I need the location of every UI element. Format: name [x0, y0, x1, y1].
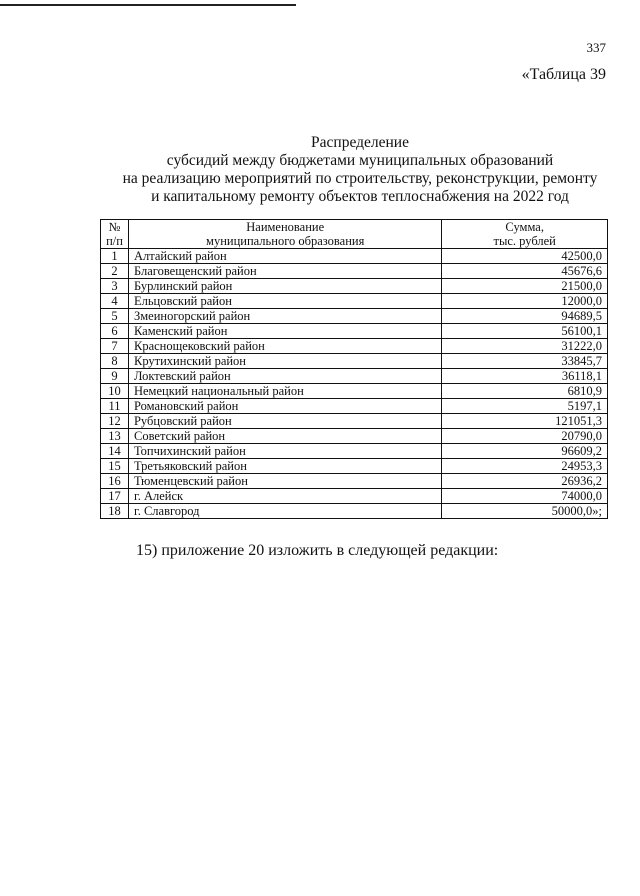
row-number: 5 — [101, 309, 129, 324]
municipality-name: Немецкий национальный район — [128, 384, 441, 399]
table-row — [101, 339, 608, 354]
municipality-name: Краснощековский район — [128, 339, 441, 354]
header-row — [101, 220, 608, 249]
municipality-name: г. Алейск — [128, 489, 441, 504]
subsidy-amount: 36118,1 — [442, 369, 608, 384]
subsidy-amount: 6810,9 — [442, 384, 608, 399]
row-number: 12 — [101, 414, 129, 429]
closing-paragraph: 15) приложение 20 изложить в следующей редакции: — [136, 542, 499, 559]
subsidy-amount: 5197,1 — [442, 399, 608, 414]
header-name-line-1: Наименование — [246, 220, 325, 234]
table-row — [101, 279, 608, 294]
subsidy-amount: 50000,0»; — [442, 504, 608, 519]
table-row — [101, 294, 608, 309]
header-sum — [442, 220, 608, 249]
subsidy-amount: 96609,2 — [442, 444, 608, 459]
table-row — [101, 489, 608, 504]
row-number: 6 — [101, 324, 129, 339]
municipality-name: Топчихинский район — [128, 444, 441, 459]
municipality-name: Алтайский район — [128, 249, 441, 264]
header-sum-line-1: Сумма, — [505, 220, 544, 234]
table-row — [101, 504, 608, 519]
table-row — [101, 249, 608, 264]
title-line-4: и капитальному ремонту объектов теплоснабжения на 2022 год — [151, 188, 569, 205]
row-number: 13 — [101, 429, 129, 444]
row-number: 4 — [101, 294, 129, 309]
row-number: 18 — [101, 504, 129, 519]
municipality-name: Тюменцевский район — [128, 474, 441, 489]
subsidy-amount: 33845,7 — [442, 354, 608, 369]
row-number: 16 — [101, 474, 129, 489]
table-row — [101, 399, 608, 414]
top-edge-rule — [0, 4, 296, 6]
subsidy-amount: 56100,1 — [442, 324, 608, 339]
table-row — [101, 459, 608, 474]
table-row — [101, 444, 608, 459]
subsidy-amount: 94689,5 — [442, 309, 608, 324]
subsidy-amount: 45676,6 — [442, 264, 608, 279]
row-number: 7 — [101, 339, 129, 354]
table-label: «Таблица 39 — [521, 66, 606, 83]
municipality-name: Ельцовский район — [128, 294, 441, 309]
row-number: 9 — [101, 369, 129, 384]
header-number-line-1: № — [108, 220, 121, 234]
title-line-2: субсидий между бюджетами муниципальных образований — [166, 152, 554, 169]
municipality-name: Бурлинский район — [128, 279, 441, 294]
row-number: 17 — [101, 489, 129, 504]
subsidy-amount: 12000,0 — [442, 294, 608, 309]
title-line-3: на реализацию мероприятий по строительству, реконструкции, ремонту — [122, 170, 598, 187]
table-row — [101, 309, 608, 324]
table-row — [101, 354, 608, 369]
page-number: 337 — [586, 40, 606, 55]
row-number: 10 — [101, 384, 129, 399]
header-sum-line-2: тыс. рублей — [493, 234, 556, 248]
title-line-1: Распределение — [311, 134, 409, 151]
municipality-name: Третьяковский район — [128, 459, 441, 474]
table-row — [101, 429, 608, 444]
table-body — [101, 249, 608, 519]
subsidy-amount: 24953,3 — [442, 459, 608, 474]
row-number: 8 — [101, 354, 129, 369]
table-row — [101, 369, 608, 384]
document-title — [60, 134, 640, 206]
table-row — [101, 324, 608, 339]
table-row — [101, 474, 608, 489]
header-number-line-2: п/п — [106, 234, 123, 248]
table-header — [101, 220, 608, 249]
header-number — [101, 220, 129, 249]
subsidy-table — [100, 219, 608, 519]
table-row — [101, 264, 608, 279]
table-row — [101, 384, 608, 399]
municipality-name: Благовещенский район — [128, 264, 441, 279]
subsidy-amount: 74000,0 — [442, 489, 608, 504]
row-number: 15 — [101, 459, 129, 474]
header-name — [128, 220, 441, 249]
municipality-name: Рубцовский район — [128, 414, 441, 429]
subsidy-amount: 121051,3 — [442, 414, 608, 429]
subsidy-amount: 42500,0 — [442, 249, 608, 264]
municipality-name: Советский район — [128, 429, 441, 444]
row-number: 2 — [101, 264, 129, 279]
subsidy-amount: 20790,0 — [442, 429, 608, 444]
subsidy-amount: 26936,2 — [442, 474, 608, 489]
municipality-name: г. Славгород — [128, 504, 441, 519]
row-number: 14 — [101, 444, 129, 459]
row-number: 11 — [101, 399, 129, 414]
header-name-line-2: муниципального образования — [206, 234, 365, 248]
municipality-name: Каменский район — [128, 324, 441, 339]
subsidy-amount: 31222,0 — [442, 339, 608, 354]
row-number: 3 — [101, 279, 129, 294]
municipality-name: Змеиногорский район — [128, 309, 441, 324]
municipality-name: Крутихинский район — [128, 354, 441, 369]
municipality-name: Романовский район — [128, 399, 441, 414]
row-number: 1 — [101, 249, 129, 264]
table-row — [101, 414, 608, 429]
subsidy-amount: 21500,0 — [442, 279, 608, 294]
municipality-name: Локтевский район — [128, 369, 441, 384]
